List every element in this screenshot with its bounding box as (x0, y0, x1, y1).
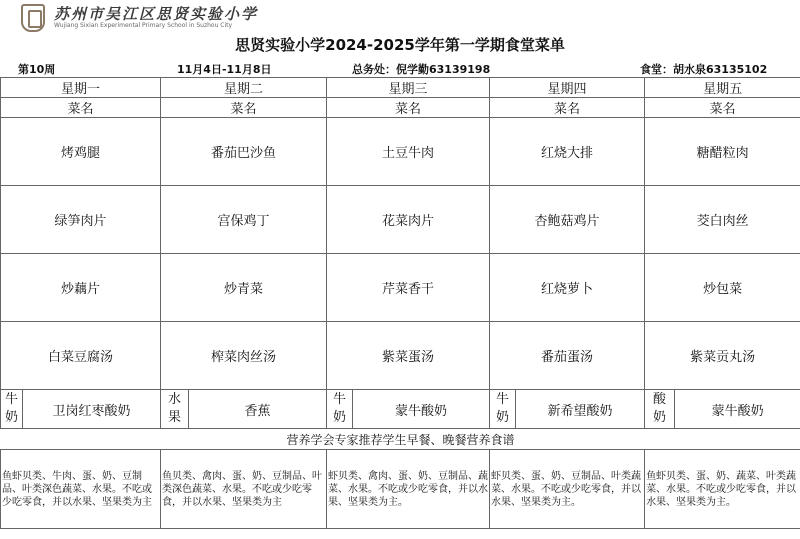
menu-title: 思贤实验小学2024-2025学年第一学期食堂菜单 (235, 36, 565, 54)
nutrition-cell: 鱼虾贝类、蛋、奶、蔬菜、叶类蔬菜、水果。不吃或少吃零食，并以水果、坚果类为主。 (645, 450, 800, 529)
dish-cell: 红烧大排 (490, 118, 645, 186)
extra-item: 蒙牛酸奶 (353, 390, 490, 429)
dish-cell: 番茄蛋汤 (490, 322, 645, 390)
day-thursday: 星期四 (490, 78, 645, 98)
extras-row (1, 390, 800, 429)
dish-row (1, 254, 800, 322)
school-name: 苏州市吴江区思贤实验小学 (54, 5, 259, 23)
extra-label: 牛 奶 (327, 390, 353, 429)
extra-item: 卫岗红枣酸奶 (23, 390, 161, 429)
dish-cell: 花菜肉片 (327, 186, 490, 254)
day-monday: 星期一 (1, 78, 161, 98)
dish-header-row (1, 98, 800, 118)
dish-cell: 炒青菜 (161, 254, 327, 322)
dish-cell: 烤鸡腿 (1, 118, 161, 186)
nutrition-cell: 鱼虾贝类、牛肉、蛋、奶、豆制品、叶类深色蔬菜、水果。不吃或少吃零食，并以水果、坚果类为主 (1, 450, 161, 529)
extra-label: 水 果 (161, 390, 189, 429)
dish-cell: 土豆牛肉 (327, 118, 490, 186)
school-name-en: Wujiang Sixian Experimental Primary School in Suzhou City (54, 22, 233, 29)
extra-label: 牛 奶 (490, 390, 516, 429)
nutrition-cell: 虾贝类、蛋、奶、豆制品、叶类蔬菜、水果。不吃或少吃零食，并以水果、坚果类为主。 (490, 450, 645, 529)
day-wednesday: 星期三 (327, 78, 490, 98)
menu-table (0, 77, 800, 529)
dish-header: 菜名 (645, 98, 800, 118)
dish-cell: 紫菜蛋汤 (327, 322, 490, 390)
dish-row (1, 118, 800, 186)
extra-item: 蒙牛酸奶 (675, 390, 800, 429)
dish-row (1, 322, 800, 390)
dish-cell: 茭白肉丝 (645, 186, 800, 254)
nutrition-cell: 虾贝类、禽肉、蛋、奶、豆制品、蔬菜、水果。不吃或少吃零食，并以水果、坚果类为主。 (327, 450, 490, 529)
dish-cell: 芹菜香干 (327, 254, 490, 322)
dish-cell: 白菜豆腐汤 (1, 322, 161, 390)
dish-cell: 红烧萝卜 (490, 254, 645, 322)
office-contact: 总务处：倪学勤63139198 (352, 63, 491, 76)
dish-cell: 绿笋肉片 (1, 186, 161, 254)
dish-cell: 炒藕片 (1, 254, 161, 322)
dish-cell: 紫菜贡丸汤 (645, 322, 800, 390)
week-label: 第10周 (18, 63, 56, 76)
nutrition-cell: 鱼贝类、禽肉、蛋、奶、豆制品、叶类深色蔬菜、水果。不吃或少吃零食，并以水果、坚果类为主 (161, 450, 327, 529)
nutrition-row (1, 450, 800, 529)
extra-item: 新希望酸奶 (516, 390, 645, 429)
date-range: 11月4日-11月8日 (177, 63, 272, 76)
advice-row (1, 429, 800, 450)
extra-item: 香蕉 (189, 390, 327, 429)
dish-cell: 榨菜肉丝汤 (161, 322, 327, 390)
advice-title: 营养学会专家推荐学生早餐、晚餐营养食谱 (1, 429, 800, 450)
dish-header: 菜名 (1, 98, 161, 118)
dish-row (1, 186, 800, 254)
dish-cell: 糖醋粒肉 (645, 118, 800, 186)
dish-cell: 炒包菜 (645, 254, 800, 322)
dish-header: 菜名 (161, 98, 327, 118)
day-friday: 星期五 (645, 78, 800, 98)
dish-header: 菜名 (327, 98, 490, 118)
day-tuesday: 星期二 (161, 78, 327, 98)
school-logo-icon (21, 4, 45, 32)
dish-cell: 杏鲍菇鸡片 (490, 186, 645, 254)
day-header-row (1, 78, 800, 98)
extra-label: 酸 奶 (645, 390, 675, 429)
dish-cell: 番茄巴沙鱼 (161, 118, 327, 186)
school-header (0, 0, 800, 36)
dish-cell: 宫保鸡丁 (161, 186, 327, 254)
dish-header: 菜名 (490, 98, 645, 118)
extra-label: 牛 奶 (1, 390, 23, 429)
canteen-contact: 食堂：胡水泉63135102 (640, 63, 768, 76)
